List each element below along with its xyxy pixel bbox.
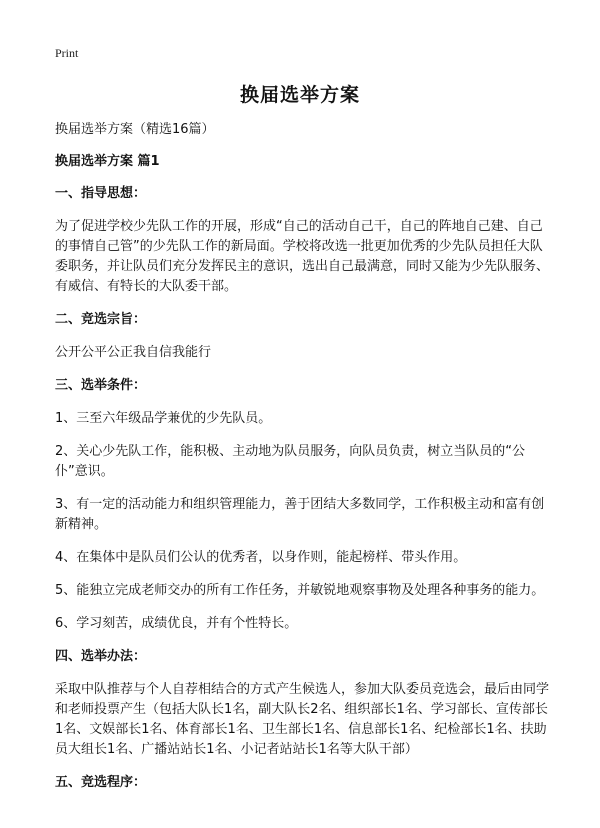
document-subtitle: 换届选举方案（精选16篇） <box>55 122 215 137</box>
section-heading-procedure: 五、竞选程序： <box>55 775 147 790</box>
list-item: 6、学习刻苦，成绩优良，并有个性特长。 <box>55 616 298 631</box>
list-item: 1、三至六年级品学兼优的少先队员。 <box>55 411 272 426</box>
list-item: 2、关心少先队工作，能积极、主动地为队员服务，向队员负责，树立当队员的“公仆”意识。 <box>55 444 526 479</box>
document-title: 换届选举方案 <box>239 84 360 106</box>
article-title: 换届选举方案 篇1 <box>55 154 160 169</box>
print-link[interactable]: Print <box>55 46 79 60</box>
section-heading-guiding-ideology: 一、指导思想： <box>55 186 147 201</box>
section-heading-purpose: 二、竞选宗旨： <box>55 312 147 327</box>
list-item: 5、能独立完成老师交办的所有工作任务，并敏锐地观察事物及处理各种事务的能力。 <box>55 583 545 598</box>
list-item: 3、有一定的活动能力和组织管理能力，善于团结大多数同学，工作积极主动和富有创新精神。 <box>55 497 545 532</box>
paragraph: 公开公平公正我自信我能行 <box>55 345 212 360</box>
list-item: 4、在集体中是队员们公认的优秀者，以身作则，能起榜样、带头作用。 <box>55 550 467 565</box>
paragraph: 采取中队推荐与个人自荐相结合的方式产生候选人，参加大队委员竞选会，最后由同学和老师投票产生（包括大队长1名，副大队长2名、组织部长1名、学习部长、宣传部长1名、文娱部长1名、体育部长1名、卫生部长1名、信息部长1名、纪检部长1名、扶助员大组长1名、广播站站长1名、小记者站站长1名等大队干部） <box>55 682 550 757</box>
section-heading-conditions: 三、选举条件： <box>55 378 147 393</box>
document-body <box>55 120 555 806</box>
section-heading-method: 四、选举办法： <box>55 649 147 664</box>
paragraph: 为了促进学校少先队工作的开展，形成“自己的活动自己干，自己的阵地自己建、自己的事情自己管”的少先队工作的新局面。学校将改选一批更加优秀的少先队员担任大队委职务，并让队员们充分发挥民主的意识，选出自己最满意，同时又能为少先队服务、有威信、有特长的大队委干部。 <box>55 219 550 294</box>
